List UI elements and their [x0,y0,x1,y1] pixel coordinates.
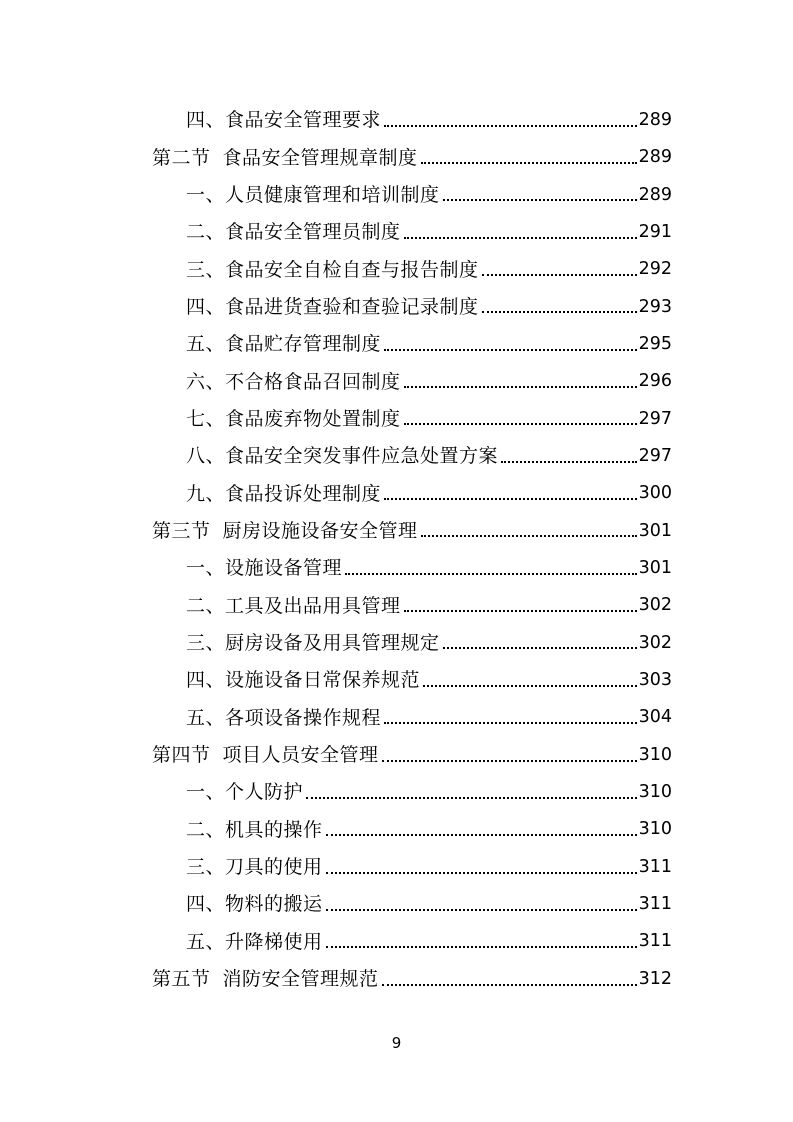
toc-leader-dots [404,597,637,615]
toc-leader-dots [404,224,637,242]
toc-section-label: 厨房设施设备安全管理 [222,519,418,542]
toc-entry[interactable] [0,177,793,214]
toc-leader-dots [326,859,637,877]
toc-entry[interactable] [0,587,793,624]
toc-entry-page: 310 [638,744,672,765]
toc-entry-page: 297 [638,408,672,429]
toc-entry-label: 三、刀具的使用 [186,856,323,879]
toc-entry-page: 311 [638,931,672,952]
toc-entry-page: 311 [638,894,672,915]
toc-entry-page: 312 [638,968,672,989]
toc-entry-label: 七、食品废弃物处置制度 [186,407,401,430]
toc-entry[interactable] [0,251,793,288]
toc-entry[interactable] [0,662,793,699]
toc-leader-dots [306,784,637,802]
toc-entry[interactable] [0,849,793,886]
toc-entry[interactable] [0,438,793,475]
toc-leader-dots [421,149,637,167]
toc-leader-dots [384,485,637,503]
toc-entry[interactable] [0,812,793,849]
toc-entry-page: 289 [638,184,672,205]
toc-entry-label: 三、厨房设备及用具管理规定 [186,631,440,654]
toc-leader-dots [404,373,637,391]
toc-section-number: 第五节 [152,968,211,991]
toc-entry-label: 四、物料的搬运 [186,893,323,916]
toc-entry[interactable] [0,886,793,923]
toc-entry[interactable] [0,550,793,587]
toc-leader-dots [482,298,637,316]
toc-leader-dots [384,709,637,727]
toc-entry-label: 二、食品安全管理员制度 [186,221,401,244]
toc-entry-label: 五、升降梯使用 [186,930,323,953]
toc-leader-dots [345,560,637,578]
toc-entry[interactable] [0,924,793,961]
toc-leader-dots [423,672,637,690]
toc-entry[interactable] [0,401,793,438]
toc-entry-label: 三、食品安全自检自查与报告制度 [186,258,479,281]
toc-section-number: 第四节 [152,744,211,767]
toc-leader-dots [404,410,637,428]
toc-entry-page: 291 [638,221,672,242]
toc-section-heading [152,146,418,169]
table-of-contents [0,102,793,998]
toc-entry-label: 二、工具及出品用具管理 [186,594,401,617]
toc-entry[interactable] [0,102,793,139]
toc-entry-label: 六、不合格食品召回制度 [186,370,401,393]
toc-entry-page: 301 [638,520,672,541]
toc-leader-dots [384,112,637,130]
toc-entry-page: 302 [638,595,672,616]
toc-entry-label: 四、食品安全管理要求 [186,109,382,132]
toc-leader-dots [443,634,637,652]
toc-section-entry[interactable] [0,961,793,998]
page-number: 9 [391,1034,402,1052]
toc-entry-page: 289 [638,147,672,168]
toc-entry[interactable] [0,625,793,662]
toc-section-entry[interactable] [0,139,793,176]
toc-entry-page: 300 [638,483,672,504]
toc-entry[interactable] [0,326,793,363]
toc-entry-label: 五、各项设备操作规程 [186,706,382,729]
toc-entry-page: 310 [638,782,672,803]
toc-entry-page: 296 [638,371,672,392]
toc-section-heading [152,746,379,765]
toc-leader-dots [382,747,637,765]
toc-entry-label: 一、设施设备管理 [186,557,343,580]
toc-entry-label: 二、机具的操作 [186,818,323,841]
toc-leader-dots [326,933,637,951]
toc-leader-dots [443,186,637,204]
toc-entry-label: 五、食品贮存管理制度 [186,333,382,356]
toc-entry-label: 四、设施设备日常保养规范 [186,669,421,692]
toc-entry-page: 302 [638,632,672,653]
toc-leader-dots [482,261,637,279]
toc-section-number: 第三节 [152,519,211,542]
toc-entry-page: 297 [638,446,672,467]
toc-entry-label: 八、食品安全突发事件应急处置方案 [186,445,499,468]
toc-entry[interactable] [0,475,793,512]
toc-section-entry[interactable] [0,737,793,774]
toc-leader-dots [421,522,637,540]
toc-entry-page: 311 [638,856,672,877]
toc-section-label: 消防安全管理规范 [222,968,379,991]
toc-section-heading [152,519,418,542]
toc-entry-page: 295 [638,333,672,354]
toc-leader-dots [501,448,637,466]
toc-section-number: 第二节 [152,146,211,169]
toc-leader-dots [382,971,637,989]
toc-leader-dots [326,821,637,839]
toc-entry[interactable] [0,700,793,737]
toc-section-label: 食品安全管理规章制度 [222,146,418,169]
toc-entry-page: 289 [638,109,672,130]
toc-entry-label: 一、个人防护 [186,781,304,804]
toc-entry-page: 292 [638,259,672,280]
toc-section-label: 项目人员安全管理 [222,744,379,767]
toc-entry-page: 304 [638,707,672,728]
toc-entry-page: 310 [638,819,672,840]
toc-entry-page: 301 [638,558,672,579]
toc-entry-page: 303 [638,670,672,691]
toc-entry[interactable] [0,214,793,251]
toc-section-heading [152,970,379,989]
toc-leader-dots [326,896,637,914]
toc-entry[interactable] [0,289,793,326]
toc-entry[interactable] [0,774,793,811]
toc-leader-dots [384,336,637,354]
toc-entry-label: 九、食品投诉处理制度 [186,482,382,505]
toc-entry-label: 一、人员健康管理和培训制度 [186,183,440,206]
toc-entry-page: 293 [638,296,672,317]
toc-section-entry[interactable] [0,513,793,550]
toc-entry-label: 四、食品进货查验和查验记录制度 [186,295,479,318]
toc-entry[interactable] [0,363,793,400]
